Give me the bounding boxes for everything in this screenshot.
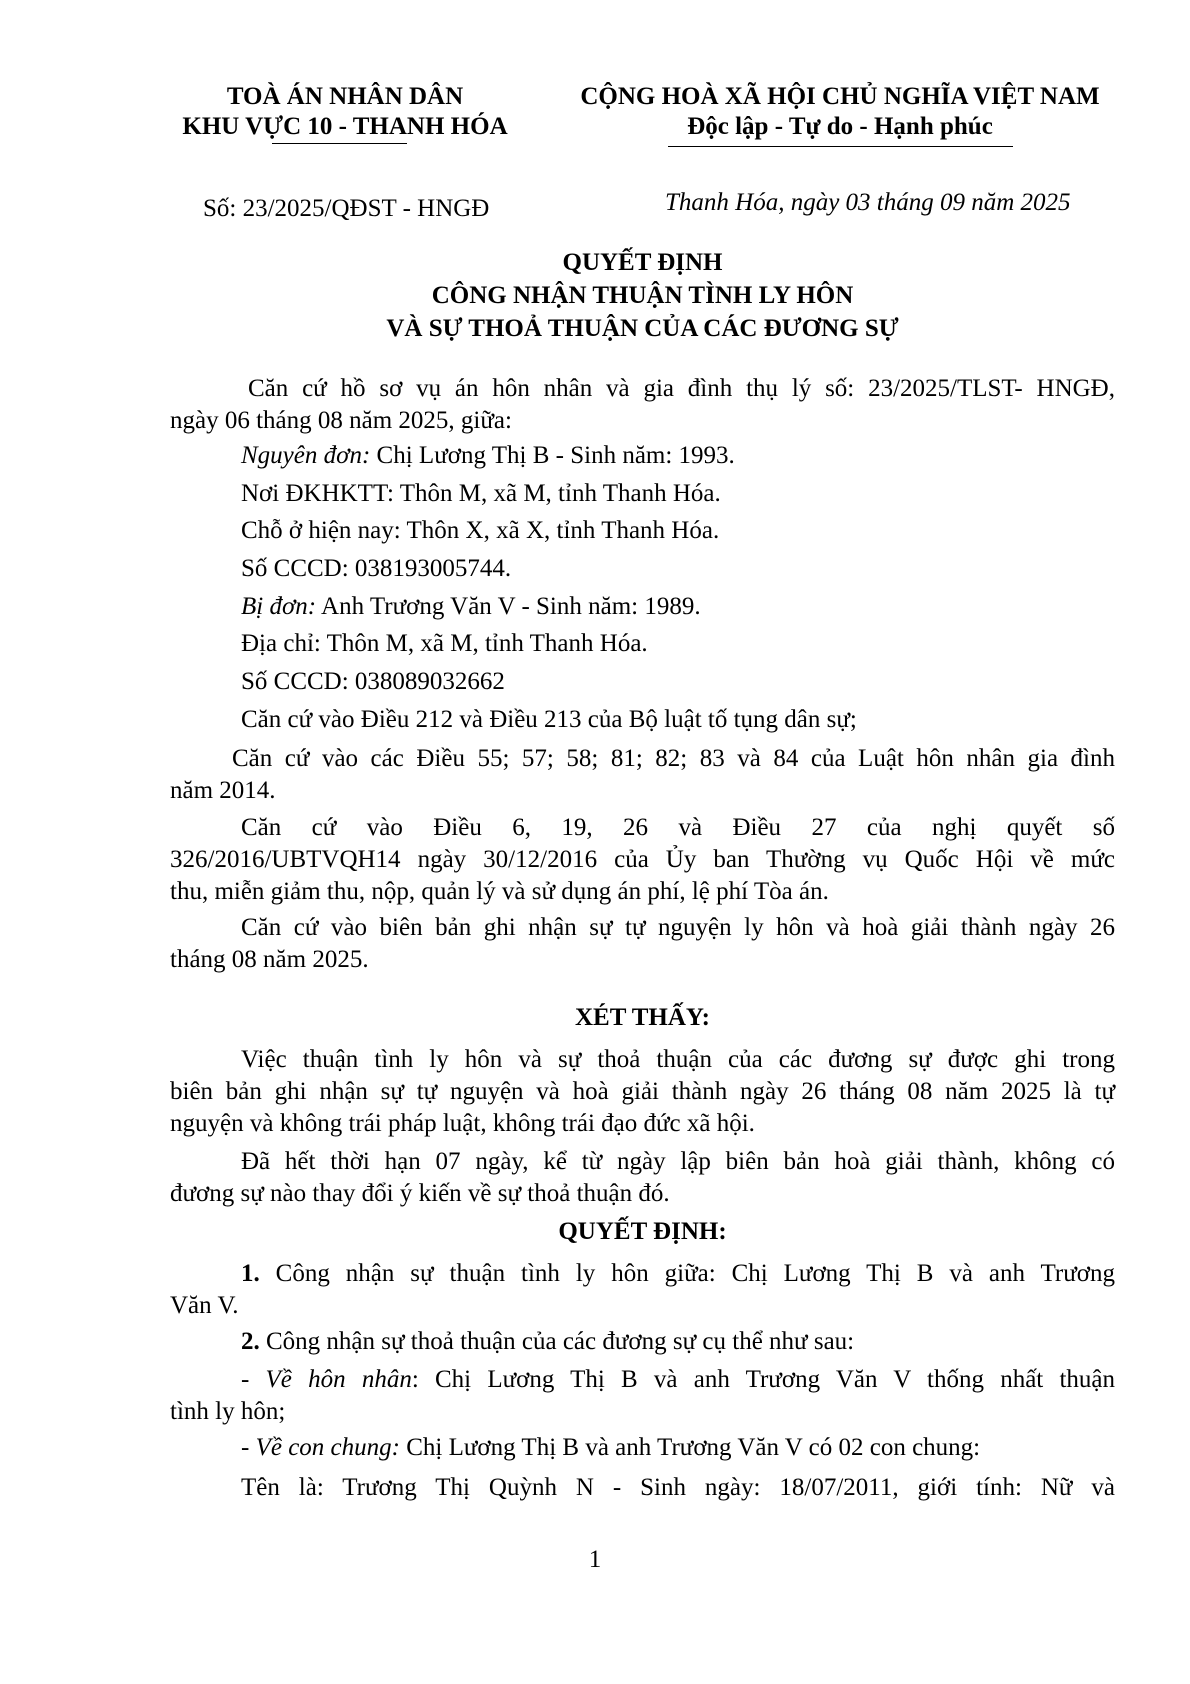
law3-line2: 326/2016/UBTVQH14 ngày 30/12/2016 của Ủy ban Thường vụ Quốc Hội về mức	[170, 846, 1115, 873]
f2-line2: đương sự nào thay đổi ý kiến về sự thoả thuận đó.	[170, 1180, 670, 1207]
law-basis-4	[170, 912, 1115, 976]
basis-p1-line2: ngày 06 tháng 08 năm 2025, giữa:	[170, 407, 512, 434]
plaintiff-line	[241, 442, 735, 470]
decision-item-1	[170, 1258, 1115, 1322]
defendant-address: Địa chỉ: Thôn M, xã M, tỉnh Thanh Hóa.	[241, 630, 648, 657]
law-basis-2	[170, 743, 1115, 807]
children-text: Chị Lương Thị B và anh Trương Văn V có 02 con chung:	[399, 1434, 981, 1461]
d2-text: Công nhận sự thoả thuận của các đương sự cụ thể như sau:	[259, 1328, 855, 1355]
court-name-line1: TOÀ ÁN NHÂN DÂN	[226, 83, 464, 110]
marriage-text: : Chị Lương Thị B và anh Trương Văn V thống nhất thuận	[411, 1366, 1115, 1393]
motto: Độc lập - Tự do - Hạnh phúc	[687, 113, 993, 140]
marriage-line2: tình ly hôn;	[170, 1398, 286, 1425]
document-number: Số: 23/2025/QĐST - HNGĐ	[203, 195, 490, 222]
nation-name: CỘNG HOÀ XÃ HỘI CHỦ NGHĨA VIỆT NAM	[580, 83, 1100, 110]
page-number: 1	[588, 1546, 602, 1573]
d2-number: 2.	[241, 1328, 260, 1355]
law-basis-3	[170, 812, 1115, 908]
findings-paragraph-1	[170, 1044, 1115, 1140]
court-name	[175, 82, 515, 142]
defendant-id: Số CCCD: 038089032662	[241, 668, 505, 695]
law2-line2: năm 2014.	[170, 777, 276, 804]
child-1-clause	[170, 1472, 1115, 1504]
children-label: - Về con chung:	[241, 1434, 400, 1461]
findings-heading: XÉT THẤY:	[574, 1004, 710, 1031]
plaintiff-current-address: Chỗ ở hiện nay: Thôn X, xã X, tỉnh Thanh Hóa.	[241, 517, 720, 544]
d1-text: Công nhận sự thuận tình ly hôn giữa: Chị Lương Thị B và anh Trương	[259, 1260, 1115, 1287]
document-title	[170, 246, 1115, 345]
defendant-value: Anh Trương Văn V - Sinh năm: 1989.	[316, 593, 701, 620]
d1-line2: Văn V.	[170, 1292, 239, 1319]
title-line1: QUYẾT ĐỊNH	[562, 249, 723, 276]
f1-line2: biên bản ghi nhận sự tự nguyện và hoà giải thành ngày 26 tháng 08 năm 2025 là tự	[170, 1078, 1115, 1105]
children-clause	[241, 1434, 980, 1462]
court-underline	[272, 143, 407, 144]
marriage-clause	[170, 1364, 1115, 1428]
basis-p1-line1: Căn cứ hồ sơ vụ án hôn nhân và gia đình thụ lý số: 23/2025/TLST- HNGĐ,	[248, 375, 1115, 402]
title-line3: VÀ SỰ THOẢ THUẬN CỦA CÁC ĐƯƠNG SỰ	[386, 315, 899, 342]
marriage-line1	[170, 1364, 1115, 1396]
decision-heading: QUYẾT ĐỊNH:	[558, 1218, 727, 1245]
motto-underline	[668, 146, 1013, 147]
defendant-line	[241, 593, 701, 621]
law3-line3: thu, miễn giảm thu, nộp, quản lý và sử dụng án phí, lệ phí Tòa án.	[170, 878, 829, 905]
d1-line1	[170, 1258, 1115, 1290]
plaintiff-id: Số CCCD: 038193005744.	[241, 555, 512, 582]
f1-line1: Việc thuận tình ly hôn và sự thoả thuận của các đương sự được ghi trong	[241, 1046, 1115, 1073]
plaintiff-value: Chị Lương Thị B - Sinh năm: 1993.	[370, 442, 735, 469]
f2-line1: Đã hết thời hạn 07 ngày, kể từ ngày lập biên bản hoà giải thành, không có	[241, 1148, 1115, 1175]
law4-line2: tháng 08 năm 2025.	[170, 946, 369, 973]
marriage-label: - Về hôn nhân	[241, 1366, 412, 1393]
plaintiff-registration: Nơi ĐKHKTT: Thôn M, xã M, tỉnh Thanh Hóa.	[241, 480, 721, 507]
plaintiff-label: Nguyên đơn:	[241, 442, 371, 469]
f1-line3: nguyện và không trái pháp luật, không trái đạo đức xã hội.	[170, 1110, 755, 1137]
basis-paragraph-1	[170, 373, 1115, 437]
law-basis-1: Căn cứ vào Điều 212 và Điều 213 của Bộ luật tố tụng dân sự;	[241, 706, 857, 733]
child1-line: Tên là: Trương Thị Quỳnh N - Sinh ngày: 18/07/2011, giới tính: Nữ và	[241, 1474, 1115, 1501]
law2-line1: Căn cứ vào các Điều 55; 57; 58; 81; 82; 83 và 84 của Luật hôn nhân gia đình	[232, 745, 1115, 772]
defendant-label: Bị đơn:	[241, 593, 317, 620]
law4-line1: Căn cứ vào biên bản ghi nhận sự tự nguyện ly hôn và hoà giải thành ngày 26	[241, 914, 1115, 941]
title-line2: CÔNG NHẬN THUẬN TÌNH LY HÔN	[431, 282, 854, 309]
place-date: Thanh Hóa, ngày 03 tháng 09 năm 2025	[665, 189, 1071, 216]
law3-line1: Căn cứ vào Điều 6, 19, 26 và Điều 27 của nghị quyết số	[241, 814, 1115, 841]
national-motto	[560, 82, 1120, 142]
findings-paragraph-2	[170, 1146, 1115, 1210]
court-name-line2: KHU VỰC 10 - THANH HÓA	[182, 113, 508, 140]
decision-item-2	[241, 1328, 854, 1356]
d1-number: 1.	[241, 1260, 260, 1287]
